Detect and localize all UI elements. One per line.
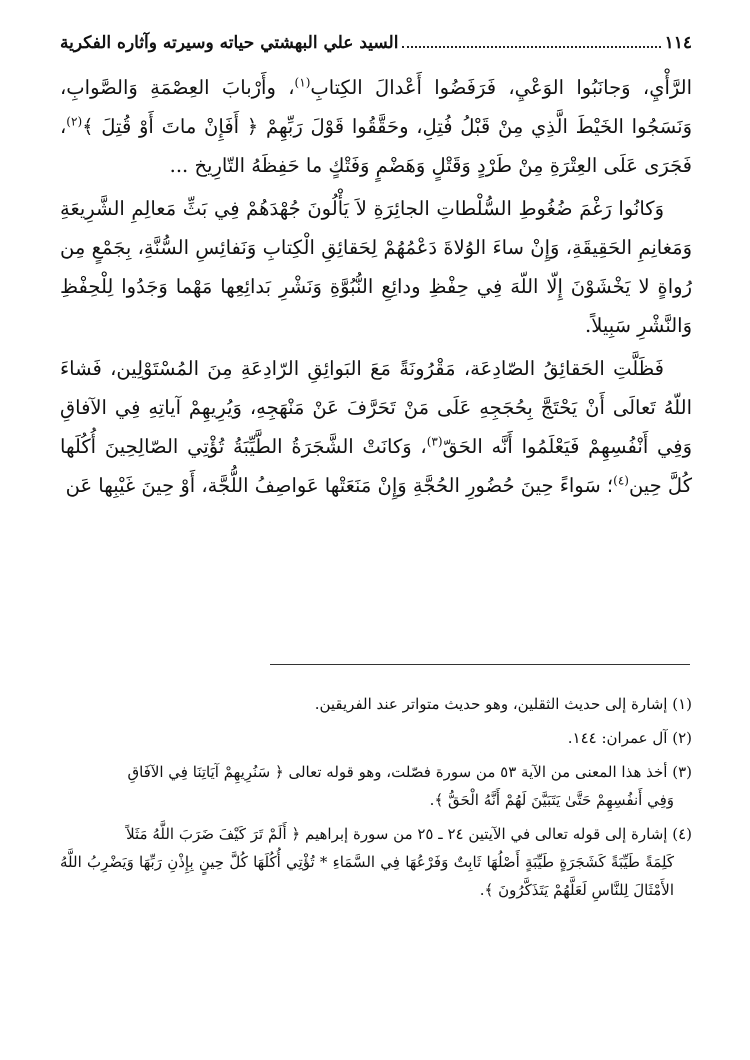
text-segment: ؛ سَواءً حِينَ حُضُورِ الحُجَّةِ وَإِنْ مَنَعَتْها عَواصِفُ اللُّجَّة، أَوْ حِينَ غَيْبِها عَن <box>65 474 614 497</box>
footnote <box>60 690 692 718</box>
footnote-marker: (٢) <box>66 114 83 129</box>
header-dot-leader <box>402 32 660 48</box>
footnote-separator <box>270 664 690 665</box>
footnote-text: (٤) إشارة إلى قوله تعالى في الآيتين ٢٤ ـ ٢٥ من سورة إبراهيم ﴿ أَلَمْ تَرَ كَيْفَ ضَرَبَ اللَّهُ مَثَلاً <box>126 825 692 843</box>
text-segment: ، وَكانَتْ الشَّجَرَةُ الطَّيِّبَةُ تُؤْتِي الصّالِحِينَ أُكُلَها كُلَّ حِين <box>60 435 692 497</box>
footnotes <box>60 690 692 910</box>
footnote-text: (١) إشارة إلى حديث الثقلين، وهو حديث متواتر عند الفريقين. <box>314 695 692 713</box>
main-text <box>60 68 692 509</box>
running-title: السيد علي البهشتي حياته وسيرته وآثاره الفكرية <box>60 33 399 53</box>
running-header <box>60 32 692 53</box>
footnote-marker: (١) <box>294 75 311 90</box>
footnote <box>60 820 692 904</box>
footnote-quote: وَفِي أَنفُسِهِمْ حَتَّىٰ يَتَبَيَّنَ لَهُمْ أَنَّهُ الْحَقُّ ﴾. <box>429 791 674 809</box>
text-segment: وَكانُوا رَغْمَ ضُغُوطِ السُّلْطاتِ الجائِرَةِ لاَ يَأْلُونَ جُهْدَهُمْ فِي بَثِّ مَعالِمِ الشَّرِيعَةِ وَمَغانِمِ الحَقِيقَةِ، وَإِنْ ساءَ الوُلاةَ دَعْمُهُمْ لِحَقائِقِ الْكِتابِ وَنَفائِسِ السُّنَّةِ، بِجَمْعٍ مِن رُواةٍ لا يَخْشَوْنَ إِلّا اللّهَ فِي حِفْظِ ودائِعِ النُّبُوَّةِ وَنَشْرِ بَدائِعِها مَهْما وَجَدُوا لِلْحِفْظِ وَالنَّشْرِ سَبِيلاً. <box>60 197 692 337</box>
page-number: ١١٤ <box>664 33 692 53</box>
footnote-marker: (٣) <box>426 434 443 449</box>
text-segment: ، وأَرْبابَ العِصْمَةِ وَالصَّوابِ، وَنَسَجُوا الخَيْطَ الَّذِي مِنْ قَبْلُ فُتِلِ، وحَقَّقُوا قَوْلَ رَبِّهِمْ ﴿ أَفَإِنْ ماتَ أَوْ قُتِلَ ﴾ <box>60 76 692 138</box>
footnote-quote: كَلِمَةً طَيِّبَةً كَشَجَرَةٍ طَيِّبَةٍ أَصْلُهَا ثَابِتٌ وَفَرْعُهَا فِي السَّمَاءِ * تُؤْتِي أُكُلَهَا كُلَّ حِينٍ بِإِذْنِ رَبِّهَا وَيَضْرِبُ اللَّهُ الأَمْثَالَ لِلنَّاسِ لَعَلَّهُمْ يَتَذَكَّرُونَ ﴾. <box>60 853 674 899</box>
text-segment: فَظَلَّتِ الحَقائِقُ الصّادِعَة، مَقْرُونَةً مَعَ البَوائِقِ الرّادِعَةِ مِنَ المُسْتَوْلِين، فَشاءَ اللّهُ تَعالَى أَنْ يَحْتَجَّ بِحُجَجِهِ عَلَى مَنْ تَحَرَّفَ عَنْ مَنْهَجِهِ، وَيُرِيهِمْ آياتِهِ فِي الآفاقِ وَفِي أَنْفُسِهِمْ فَيَعْلَمُوا أَنَّه الحَقّ <box>60 357 692 458</box>
footnote <box>60 758 692 814</box>
footnote-marker: (٤) <box>613 473 629 488</box>
text-segment: ، فَجَرَى عَلَى العِتْرَةِ مِنْ طَرْدٍ وَقَتْلٍ وَهَضْمٍ وَفَتْكٍ ما حَفِظَهُ التّارِيخ ... <box>60 115 692 177</box>
paragraph <box>60 349 692 505</box>
paragraph <box>60 189 692 345</box>
footnote-text: (٣) أخذ هذا المعنى من الآية ٥٣ من سورة فصّلت، وهو قوله تعالى ﴿ سَنُرِيهِمْ آيَاتِنَا فِي الآفَاقِ <box>127 763 692 781</box>
text-segment: الرَّأْيِ، وَجانَبُوا الوَعْيِ، فَرَفَضُوا أَعْدالَ الكِتابِ <box>310 76 693 99</box>
footnote-text: (٢) آل عمران: ١٤٤. <box>567 729 692 747</box>
paragraph <box>60 68 692 185</box>
footnote <box>60 724 692 752</box>
